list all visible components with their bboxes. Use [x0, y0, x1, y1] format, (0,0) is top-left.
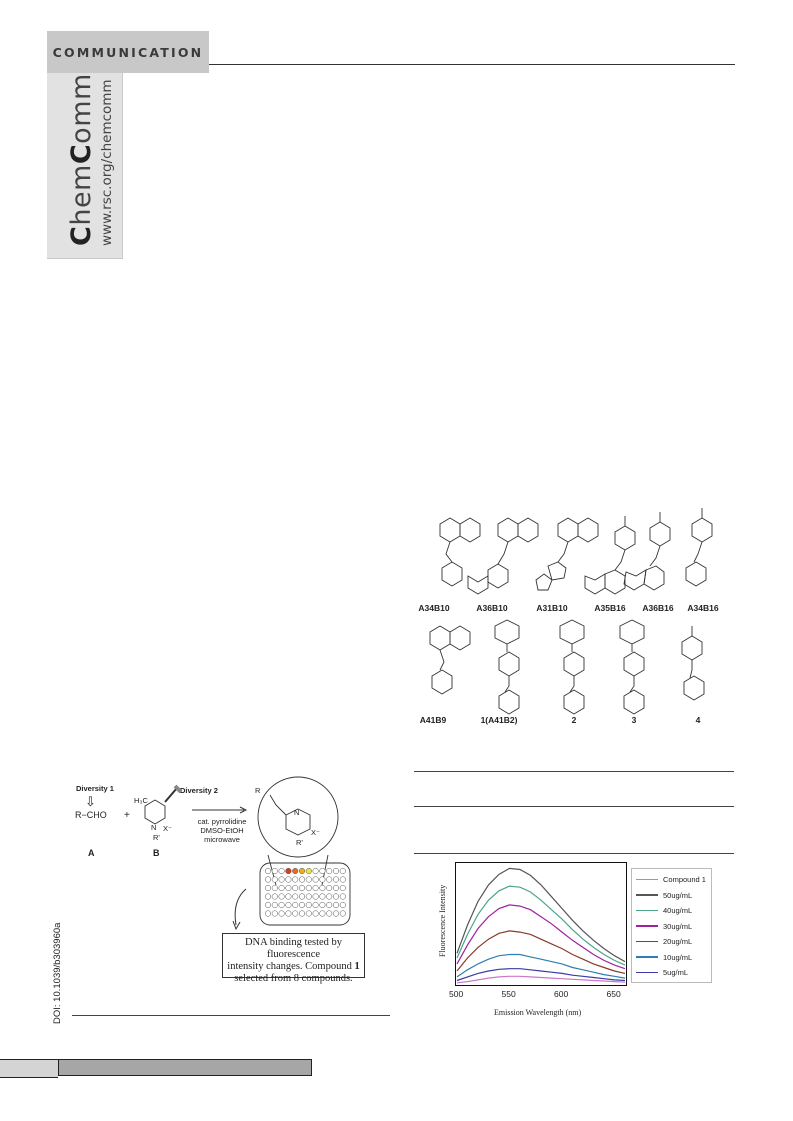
product-n: N [294, 808, 300, 817]
plate-well [340, 911, 346, 917]
plate-well [265, 894, 271, 900]
plate-well [306, 868, 312, 874]
plate-well [272, 911, 278, 917]
structure-a34b16 [686, 508, 712, 586]
plate-well [292, 868, 298, 874]
structure-a36b10 [468, 518, 538, 594]
section-title: COMMUNICATION [52, 44, 204, 60]
structure-a36b16 [624, 512, 670, 590]
legend-item [636, 936, 692, 947]
plate-well [286, 911, 292, 917]
legend-swatch [636, 956, 658, 958]
journal-logo: ChemComm [66, 73, 97, 246]
product-r: R [255, 786, 261, 795]
plate-well [265, 868, 271, 874]
plate-well [313, 885, 319, 891]
plate-well [265, 902, 271, 908]
series-line-40ug-ml [457, 886, 625, 965]
plate-well [306, 911, 312, 917]
chart-legend [631, 868, 712, 983]
product-r-prime: R' [296, 838, 303, 847]
rule [72, 1015, 390, 1016]
plate-well [279, 911, 285, 917]
plate-well [286, 877, 292, 883]
plate-well [286, 868, 292, 874]
rule [414, 853, 734, 854]
structure-label: 4 [695, 715, 701, 725]
structure-a31b10 [536, 518, 598, 590]
plate-well [286, 894, 292, 900]
plate-well [279, 885, 285, 891]
plate-well [306, 877, 312, 883]
series-line-compound-1 [457, 976, 625, 983]
plate-well [265, 885, 271, 891]
down-arrow-icon: ⇩ [85, 794, 96, 809]
plate-well [320, 868, 326, 874]
doi-label[interactable]: DOI: 10.1039/b303960a [52, 922, 63, 1024]
plate-well [313, 868, 319, 874]
plate-well [292, 911, 298, 917]
plate-well [299, 885, 305, 891]
plate-well [306, 902, 312, 908]
legend-swatch [636, 925, 658, 927]
plate-well [279, 902, 285, 908]
plate-well [306, 885, 312, 891]
structure-label: A36B10 [476, 603, 508, 613]
structure-4 [682, 626, 704, 700]
plate-well [292, 885, 298, 891]
series-line-50ug-ml [457, 868, 625, 961]
plate-well [286, 885, 292, 891]
plate-well [292, 902, 298, 908]
legend-item [636, 874, 706, 885]
plate-well [286, 902, 292, 908]
plate-well [320, 911, 326, 917]
structure-label: A34B16 [687, 603, 719, 613]
legend-label: Compound 1 [663, 875, 706, 884]
structure-label: 3 [631, 715, 637, 725]
plate-well [279, 877, 285, 883]
legend-label: 20ug/mL [663, 937, 693, 946]
structure-3 [620, 620, 644, 714]
plate-well [313, 894, 319, 900]
curved-arrow-icon [228, 885, 248, 935]
rule [414, 771, 734, 772]
structure-a35b16 [585, 516, 635, 594]
condition-heating: microwave [204, 835, 240, 844]
legend-label: 30ug/mL [663, 921, 693, 931]
plate-well [299, 868, 305, 874]
dna-binding-caption: DNA binding tested by fluorescence intensity changes. Compound 1 selected from 8 compounds. [222, 933, 365, 978]
structure-label: A41B9 [419, 715, 447, 725]
plate-well [333, 894, 339, 900]
legend-label: 40ug/mL [663, 906, 693, 915]
legend-swatch [636, 910, 658, 912]
plate-well [326, 885, 332, 891]
plate-well [340, 885, 346, 891]
structure-label: 2 [571, 715, 577, 725]
pyridinium-n: N [151, 823, 157, 832]
chart-lines [455, 862, 627, 986]
pyridinium-ring [135, 782, 195, 842]
header-rule [209, 64, 735, 65]
reagent-b-label: B [153, 848, 160, 858]
plate-well [326, 868, 332, 874]
plate-well [279, 894, 285, 900]
structure-label: A36B16 [642, 603, 674, 613]
diversity-2-label: Diversity 2 [180, 786, 218, 795]
legend-item [636, 952, 692, 963]
structure-a41b9 [430, 626, 470, 694]
chart-x-label: Emission Wavelength (nm) [494, 1008, 582, 1017]
plate-well [340, 877, 346, 883]
legend-swatch [636, 972, 658, 974]
plate-well [333, 868, 339, 874]
plate-well [299, 902, 305, 908]
plate-well [320, 894, 326, 900]
legend-label: 10ug/mL [663, 952, 693, 962]
plate-well [333, 911, 339, 917]
plate-well [272, 894, 278, 900]
section-header [47, 31, 209, 73]
chart-y-label: Fluorescence Intensity [438, 884, 447, 957]
structure-label: A31B10 [536, 603, 568, 613]
plate-well [326, 894, 332, 900]
counter-ion: X⁻ [163, 824, 172, 833]
legend-item [636, 967, 688, 978]
structure-label: 1(A41B2) [480, 715, 518, 725]
well-grid [265, 868, 345, 916]
plate-well [320, 877, 326, 883]
plate-well [340, 902, 346, 908]
condition-catalyst: cat. pyrrolidine [197, 817, 247, 826]
plate-well [320, 902, 326, 908]
plate-well [272, 877, 278, 883]
plate-well [299, 894, 305, 900]
plate-well [313, 877, 319, 883]
legend-item [636, 921, 692, 932]
structure-label: A35B16 [594, 603, 626, 613]
rule [414, 806, 734, 807]
plate-well [333, 877, 339, 883]
r-prime: R' [153, 833, 160, 842]
plus-sign: + [124, 810, 130, 821]
product-counter-ion: X⁻ [311, 828, 320, 837]
plate-well [299, 877, 305, 883]
legend-item [636, 905, 692, 916]
legend-swatch [636, 894, 658, 896]
plate-well [306, 894, 312, 900]
condition-solvent: DMSO-EtOH [200, 826, 244, 835]
structure-label: A34B10 [418, 603, 450, 613]
plate-well [320, 885, 326, 891]
aldehyde-formula: R−CHO [75, 810, 107, 820]
legend-swatch [636, 941, 658, 943]
journal-url[interactable]: www.rsc.org/chemcomm [99, 79, 115, 246]
plate-well [313, 902, 319, 908]
plate-well [326, 902, 332, 908]
methyl-group: H₃C [134, 796, 148, 805]
plate-well [292, 894, 298, 900]
plate-well [272, 885, 278, 891]
plate-well [299, 911, 305, 917]
diversity-1-label: Diversity 1 [76, 784, 114, 793]
plate-well [279, 868, 285, 874]
plate-well [272, 902, 278, 908]
plate-well [292, 877, 298, 883]
x-tick-label: 500 [449, 989, 464, 999]
legend-swatch [636, 879, 658, 881]
plate-well [333, 885, 339, 891]
x-tick-label: 650 [606, 989, 621, 999]
plate-well [333, 902, 339, 908]
legend-label: 5ug/mL [663, 968, 689, 977]
plate-well [340, 894, 346, 900]
plate-well [340, 868, 346, 874]
plate-well [326, 911, 332, 917]
legend-label: 50ug/mL [663, 890, 693, 900]
legend-item [636, 890, 692, 901]
x-tick-label: 600 [554, 989, 569, 999]
footer-bar-right [58, 1059, 312, 1076]
plate-well [313, 911, 319, 917]
plate-well [265, 911, 271, 917]
plate-well [265, 877, 271, 883]
structure-2 [560, 620, 584, 714]
structure-1 [495, 620, 519, 714]
plate-well [272, 868, 278, 874]
structure-a34b10 [440, 518, 480, 586]
x-tick-label: 550 [501, 989, 516, 999]
footer-bar-left [0, 1059, 58, 1078]
plate-well [326, 877, 332, 883]
reagent-a-label: A [88, 848, 95, 858]
